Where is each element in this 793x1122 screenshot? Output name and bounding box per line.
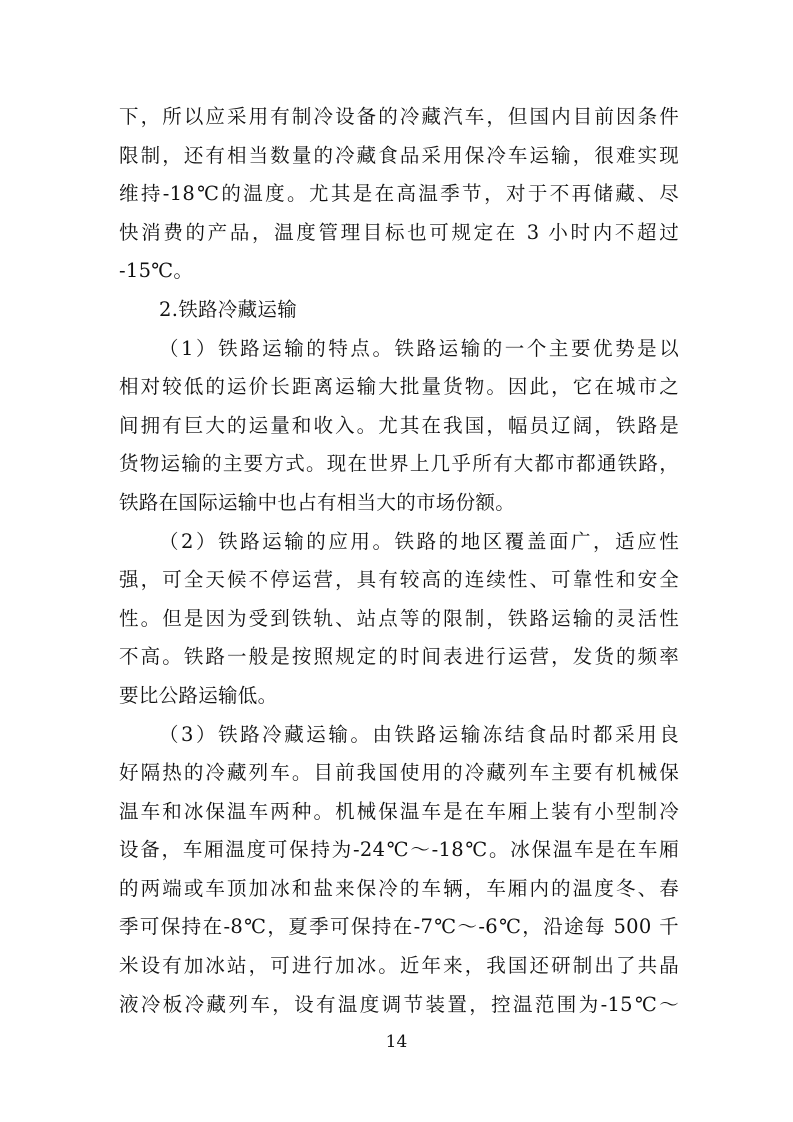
page-number: 14 bbox=[385, 1032, 408, 1052]
text-line: （3）铁路冷藏运输。由铁路运输冻结食品时都采用良 bbox=[159, 722, 679, 746]
text-line: 要比公路运输低。 bbox=[119, 683, 278, 707]
text-line: 相对较低的运价长距离运输大批量货物。因此，它在城市之 bbox=[119, 375, 679, 399]
text-line: 间拥有巨大的运量和收入。尤其在我国，幅员辽阔，铁路是 bbox=[119, 413, 679, 437]
text-line: （1）铁路运输的特点。铁路运输的一个主要优势是以 bbox=[159, 336, 679, 360]
text-line: 快消费的产品，温度管理目标也可规定在 3 小时内不超过 bbox=[119, 220, 679, 244]
text-line: （2）铁路运输的应用。铁路的地区覆盖面广，适应性 bbox=[159, 529, 679, 553]
text-line: 限制，还有相当数量的冷藏食品采用保冷车运输，很难实现 bbox=[119, 143, 679, 167]
text-line: 货物运输的主要方式。现在世界上几乎所有大都市都通铁路， bbox=[119, 452, 679, 476]
text-line: 温车和冰保温车两种。机械保温车是在车厢上装有小型制冷 bbox=[119, 799, 679, 823]
text-line: 维持-18℃的温度。尤其是在高温季节，对于不再储藏、尽 bbox=[119, 182, 679, 206]
paragraph-railway-application bbox=[119, 523, 679, 716]
text-line: 强，可全天候不停运营，具有较高的连续性、可靠性和安全 bbox=[119, 568, 679, 592]
section-heading: 2.铁路冷藏运输 bbox=[159, 297, 298, 321]
paragraph-continuation bbox=[119, 98, 679, 291]
text-line: 的两端或车顶加冰和盐来保冷的车辆，车厢内的温度冬、春 bbox=[119, 876, 679, 900]
text-line: -15℃。 bbox=[119, 259, 194, 283]
text-line: 米设有加冰站，可进行加冰。近年来，我国还研制出了共晶 bbox=[119, 954, 679, 978]
text-line: 不高。铁路一般是按照规定的时间表进行运营，发货的频率 bbox=[119, 645, 679, 669]
text-line: 下，所以应采用有制冷设备的冷藏汽车，但国内目前因条件 bbox=[119, 105, 679, 128]
text-line: 铁路在国际运输中也占有相当大的市场份额。 bbox=[119, 490, 516, 514]
text-line: 性。但是因为受到铁轨、站点等的限制，铁路运输的灵活性 bbox=[119, 606, 679, 630]
paragraph-railway-features bbox=[119, 330, 679, 523]
text-line: 设备，车厢温度可保持为-24℃～-18℃。冰保温车是在车厢 bbox=[119, 838, 679, 862]
text-line: 液冷板冷藏列车，设有温度调节装置，控温范围为-15℃～ bbox=[119, 992, 679, 1016]
page-body bbox=[119, 98, 679, 1024]
text-line: 好隔热的冷藏列车。目前我国使用的冷藏列车主要有机械保 bbox=[119, 761, 679, 785]
paragraph-railway-refrigerated bbox=[119, 716, 679, 1025]
text-line: 季可保持在-8℃，夏季可保持在-7℃～-6℃，沿途每 500 千 bbox=[119, 915, 679, 939]
